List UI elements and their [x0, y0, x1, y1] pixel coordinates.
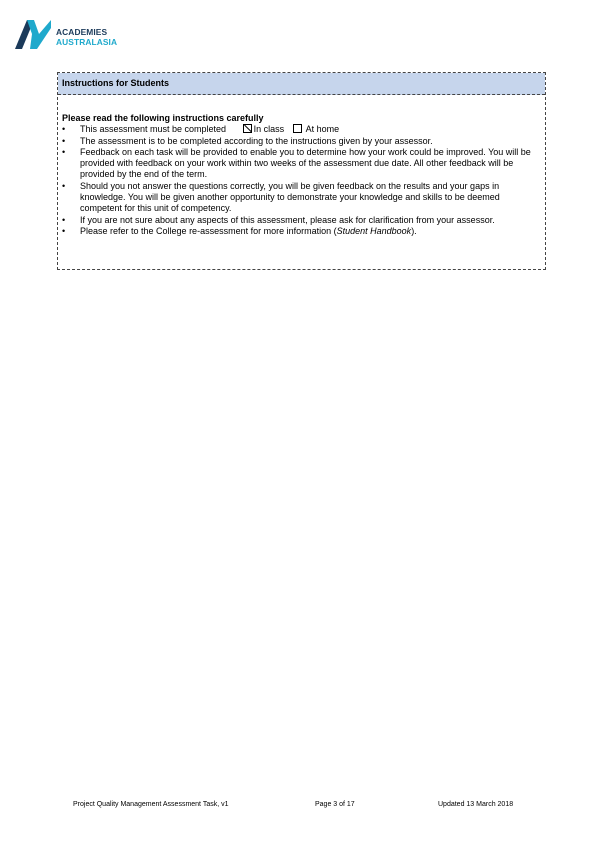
instructions-box [57, 72, 546, 270]
instructions-intro: Please read the following instructions carefully [62, 113, 264, 123]
at-home-checkbox[interactable] [293, 124, 302, 133]
bullet-icon: • [62, 180, 66, 191]
instructions-header: Instructions for Students [58, 73, 545, 95]
list-item [62, 147, 539, 181]
student-handbook-reference: Student Handbook [336, 225, 412, 236]
bullet-icon: • [62, 214, 66, 225]
list-item [62, 215, 539, 226]
bullet-text: Feedback on each task will be provided to enable you to determine how your work could be improved. You will be provided with feedback on your work within two weeks of the assessment due date. All other feedback will be provided by the end of the term. [80, 146, 531, 180]
logo-wordmark [56, 27, 117, 47]
last-text-prefix: Please refer to the College re-assessment for more information ( [80, 225, 337, 236]
logo-line-1: ACADEMIES [56, 27, 108, 37]
logo-mark-icon [15, 20, 53, 50]
bullet-icon: • [62, 225, 66, 236]
last-text-suffix: ). [411, 225, 417, 236]
footer-page-number: Page 3 of 17 [315, 801, 355, 808]
in-class-label: In class [253, 124, 285, 135]
academies-australasia-logo [15, 20, 135, 52]
at-home-option[interactable] [293, 124, 340, 134]
list-item [62, 136, 539, 147]
bullet-text: Should you not answer the questions correctly, you will be given feedback on the results and your gaps in knowledge. You will be given another opportunity to demonstrate your knowledge and skills to be deemed competent for this unit of competency. [80, 180, 500, 214]
bullet-text: The assessment is to be completed according to the instructions given by your assessor. [80, 135, 433, 146]
footer-document-title: Project Quality Management Assessment Task, v1 [73, 801, 229, 808]
bullet-icon: • [62, 135, 66, 146]
instructions-list [62, 124, 539, 237]
bullet-icon: • [62, 146, 66, 157]
list-item [62, 124, 539, 135]
list-item [62, 181, 539, 215]
instructions-body [58, 95, 545, 237]
bullet-icon: • [62, 124, 66, 135]
logo-line-2: AUSTRALASIA [56, 37, 118, 47]
at-home-label: At home [305, 124, 340, 135]
in-class-checkbox[interactable] [243, 124, 252, 133]
in-class-option[interactable] [243, 124, 285, 134]
list-item [62, 226, 539, 237]
footer-updated-date: Updated 13 March 2018 [438, 801, 514, 808]
bullet-text: If you are not sure about any aspects of this assessment, please ask for clarification from your assessor. [80, 214, 495, 225]
completion-text: This assessment must be completed [80, 124, 227, 135]
